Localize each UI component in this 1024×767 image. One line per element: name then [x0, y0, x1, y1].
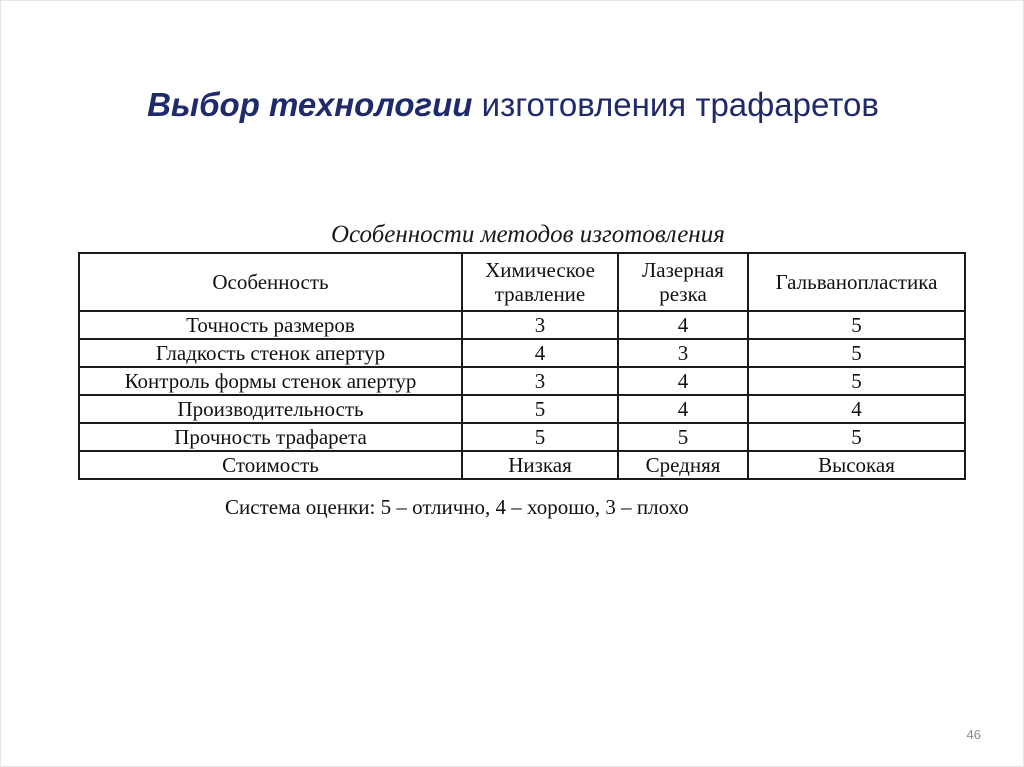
row-value-cell: 5 — [748, 367, 965, 395]
row-feature-cell: Контроль формы стенок апертур — [79, 367, 462, 395]
row-value-cell: 4 — [748, 395, 965, 423]
page-number: 46 — [966, 727, 981, 742]
header-electroforming: Гальванопластика — [748, 253, 965, 311]
row-value-cell: 5 — [748, 311, 965, 339]
row-feature-cell: Точность размеров — [79, 311, 462, 339]
header-laser-cutting — [618, 253, 748, 311]
row-value-cell: 4 — [462, 339, 618, 367]
row-value-cell: 5 — [748, 339, 965, 367]
row-value-cell: 4 — [618, 367, 748, 395]
header-chemical-etching-label: Химическое травление — [485, 258, 595, 306]
row-value-cell: 5 — [462, 395, 618, 423]
header-laser-cutting-label: Лазерная резка — [642, 258, 724, 306]
header-chemical-etching — [462, 253, 618, 311]
table-row — [79, 451, 965, 479]
row-value-cell: 4 — [618, 311, 748, 339]
rating-note: Система оценки: 5 – отлично, 4 – хорошо, 3 – плохо — [225, 495, 689, 519]
slide-title-rest: изготовления трафаретов — [481, 86, 879, 123]
row-value-cell: 5 — [462, 423, 618, 451]
row-feature-cell: Гладкость стенок апертур — [79, 339, 462, 367]
row-value-cell: 5 — [618, 423, 748, 451]
row-value-cell: 4 — [618, 395, 748, 423]
table-row — [79, 339, 965, 367]
row-value-cell: 3 — [462, 367, 618, 395]
features-table — [78, 252, 966, 480]
row-feature-cell: Стоимость — [79, 451, 462, 479]
row-value-cell: 3 — [618, 339, 748, 367]
row-value-cell: Высокая — [748, 451, 965, 479]
row-value-cell: Низкая — [462, 451, 618, 479]
table-row — [79, 395, 965, 423]
header-feature: Особенность — [79, 253, 462, 311]
row-feature-cell: Прочность трафарета — [79, 423, 462, 451]
row-value-cell: 3 — [462, 311, 618, 339]
slide-title — [1, 81, 1024, 129]
row-feature-cell: Производительность — [79, 395, 462, 423]
table-row — [79, 311, 965, 339]
row-value-cell: 5 — [748, 423, 965, 451]
row-value-cell: Средняя — [618, 451, 748, 479]
table-header-row — [79, 253, 965, 311]
table-row — [79, 423, 965, 451]
table-row — [79, 367, 965, 395]
table-caption: Особенности методов изготовления — [331, 221, 725, 248]
slide-title-bold: Выбор технологии — [147, 86, 473, 123]
